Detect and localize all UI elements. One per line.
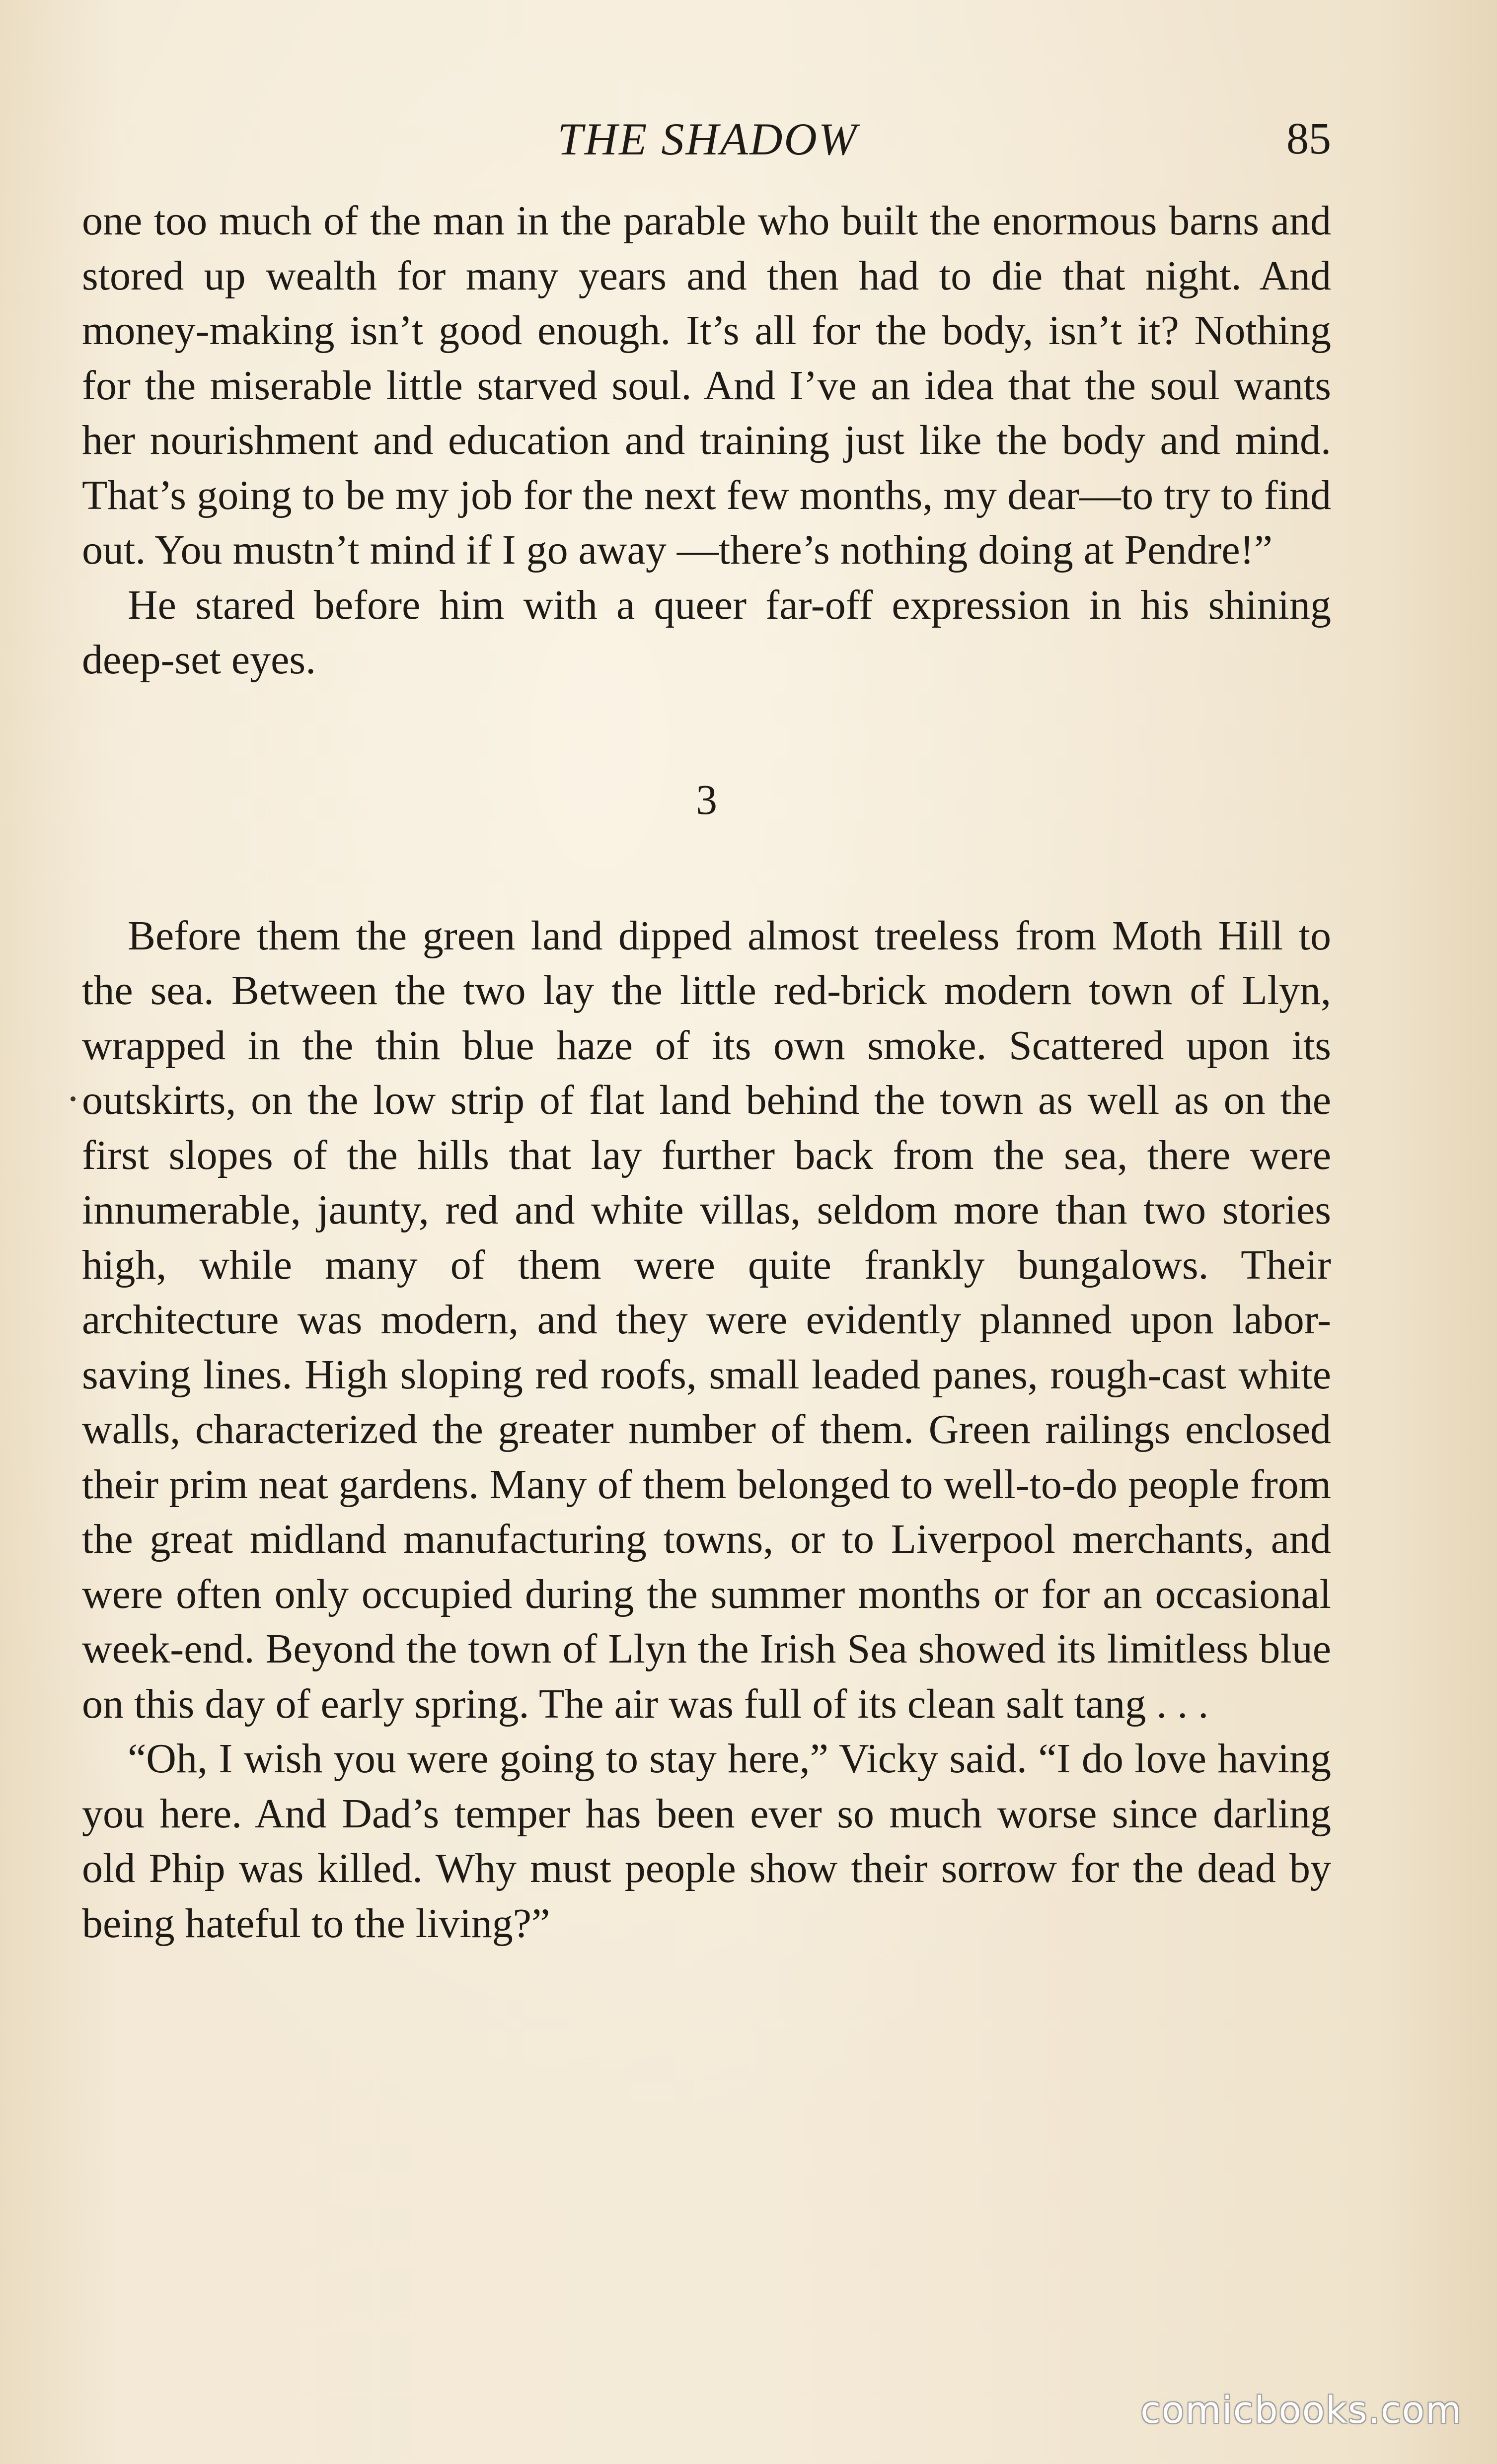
section-number: 3 bbox=[696, 775, 717, 823]
watermark: comicbooks.com bbox=[1140, 2389, 1462, 2432]
page-number: 85 bbox=[1286, 114, 1331, 163]
page-header bbox=[84, 107, 1331, 171]
running-title: THE SHADOW bbox=[557, 114, 858, 164]
paragraph-continued: one too much of the man in the parable who built the enormous barns and stored up wealth for many years and then had to die that night. And money-making isn’t good enough. It’s all for the body, isn’t it? Nothing for the miserable little starved soul. And I’ve an idea that the soul wants her nourishment and education and training just like the body and mind. That’s going to be my job for the next few months, my dear—to try to find out. You mustn’t mind if I go away —there’s nothing doing at Pendre!” bbox=[82, 198, 1331, 573]
paragraph: “Oh, I wish you were going to stay here,” Vicky said. “I do love having you here. And Dad’s temper has been ever so much worse since darling old Phip was killed. Why must people show their sorrow for the dead by being hateful to the living?” bbox=[82, 1736, 1331, 1947]
body-text bbox=[82, 194, 1331, 1951]
paragraph: He stared before him with a queer far-off expression in his shining deep-set eyes. bbox=[82, 581, 1331, 683]
paragraph: Before them the green land dipped almost treeless from Moth Hill to the sea. Between the two lay the little red-brick modern town of Llyn, wrapped in the thin blue haze of its own smoke. Scattered upon its outskirts, on the low strip of flat land behind the town as well as on the first slopes of the hills that lay further back from the sea, there were innumerable, jaunty, red and white villas, seldom more than two stories high, while many of them were quite frankly bungalows. Their architecture was modern, and they were evidently planned upon labor-saving lines. High sloping red roofs, small leaded panes, rough-cast white walls, characterized the greater number of them. Green railings enclosed their prim neat gardens. Many of them belonged to well-to-do people from the great midland manufacturing towns, or to Liverpool merchants, and were often only occupied during the summer months or for an occasional week-end. Beyond the town of Llyn the Irish Sea showed its limitless blue on this day of early spring. The air was full of its clean salt tang . . . bbox=[82, 912, 1331, 1727]
ink-speck bbox=[71, 1096, 75, 1101]
